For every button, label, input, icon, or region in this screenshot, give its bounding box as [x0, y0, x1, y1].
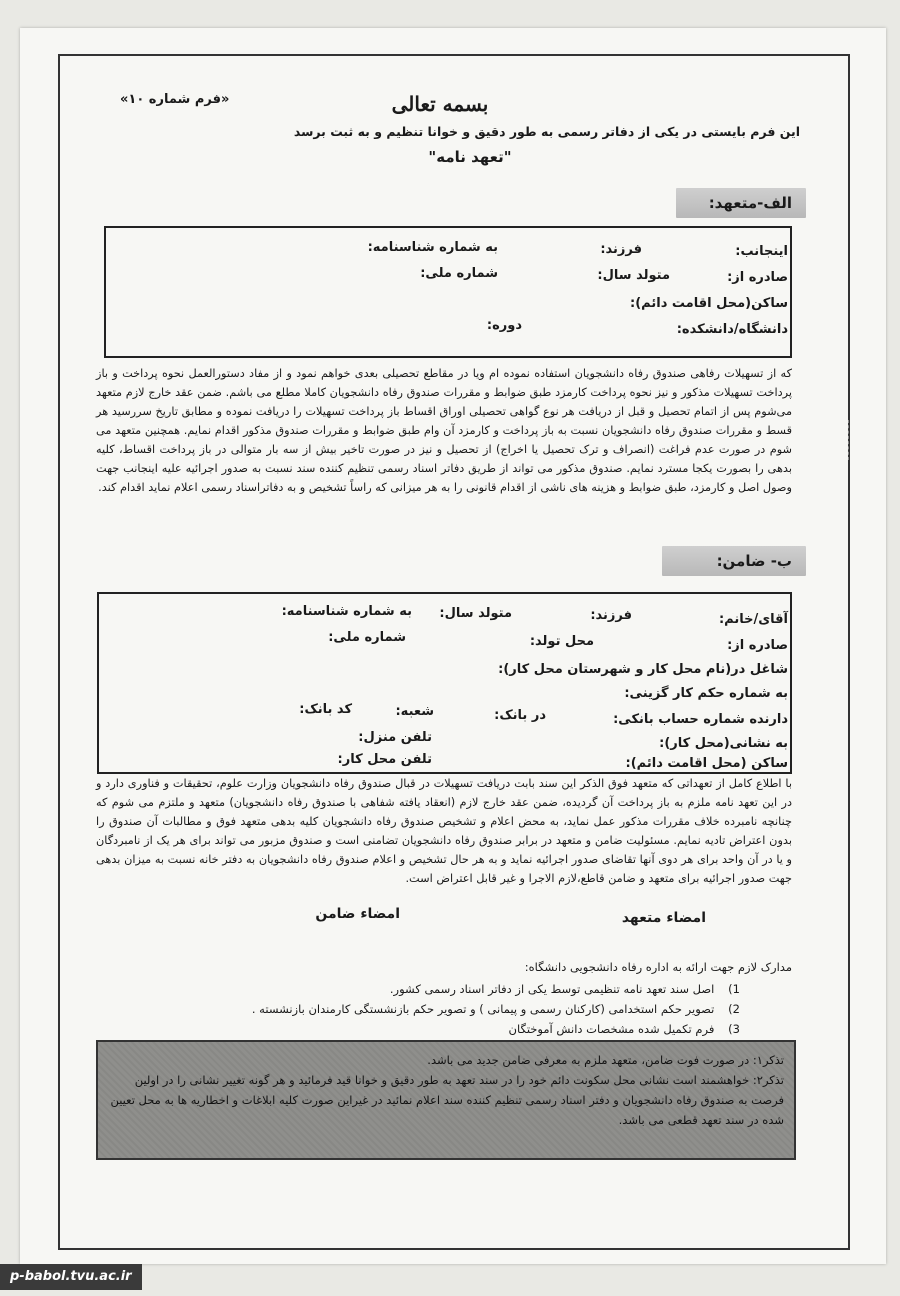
field-guarantor-work-phone: تلفن محل کار: — [337, 752, 432, 767]
field-guarantor-residence: ساکن (محل اقامت دائم): — [625, 756, 788, 771]
field-guarantor-account: دارنده شماره حساب بانکی: — [613, 712, 788, 727]
document-item-3-text: فرم تکمیل شده مشخصات دانش آموختگان — [508, 1022, 715, 1036]
document-item-3 — [200, 1022, 740, 1036]
field-id-number: به شماره شناسنامه: — [367, 240, 498, 255]
field-guarantor-id-number: به شماره شناسنامه: — [281, 604, 412, 619]
field-residence: ساکن(محل اقامت دائم): — [630, 296, 788, 311]
field-guarantor-national-code: شماره ملی: — [328, 630, 406, 645]
field-guarantor-child-of: فرزند: — [590, 608, 632, 623]
field-course: دوره: — [486, 318, 522, 333]
field-university: دانشگاه/دانشکده: — [676, 322, 788, 337]
field-guarantor-in-bank: در بانک: — [494, 708, 546, 723]
pledger-paragraph: که از تسهیلات رفاهی صندوق رفاه دانشجویان استفاده نموده ام ویا در مقاطع تحصیلی بعدی خواهم نمود و از مفاد دستورالعمل نحوه پرداخت و باز پرداخت تسهیلات مذکور و نیز نحوه پرداخت کارمزد طبق ضوابط و مقررات صندوق رفاه دانشجویان کاملا مطلع می باشم. ضمن عقد خارج لازم متعهد می‌شوم پس از اتمام تحصیل و قبل از دریافت هر نوع گواهی تحصیلی اوراق اقساط باز پرداخت تسهیلات را دریافت نموده و مطابق تاریخ سررسید هر قسط و مقررات صندوق رفاه دانشجویان نسبت به باز پرداخت و کارمزد آن وام طبق ضوابط و مقررات صندوق مذکور اقدام نمایم. همچنین متعهد می شوم در صورت عدم فراغت (انصراف و ترک تحصیل یا اخراج) از تحصیل و نیز در صورت تاخیر بیش از سه بار متوالی در باز پرداخت اقساط، کلیه بدهی را بصورت یکجا مسترد نمایم. صندوق مذکور می تواند از طریق دفاتر اسناد رسمی تنظیم کننده سند نسبت به صدور اجرائیه علیه اینجانب جهت وصول اصل و کارمزد، طبق ضوابط و هزینه های ناشی از اقدام قانونی را به هر میزانی که راساً تشخیص و به دفاتراسناد رسمی اعلام نماید اقدام کند. — [96, 367, 792, 494]
document-item-2-number: 2) — [728, 1002, 740, 1016]
instruction-text: این فرم بایستی در یکی از دفاتر رسمی به طور دقیق و خوانا تنظیم و به ثبت برسد — [293, 124, 800, 139]
field-guarantor-work-address: به نشانی(محل کار): — [659, 736, 788, 751]
field-national-code: شماره ملی: — [420, 266, 498, 281]
notes-box — [96, 1040, 796, 1160]
field-applicant: اینجانب: — [735, 244, 788, 259]
section-b-heading: ب- ضامن: — [662, 546, 806, 576]
pledge-title: "تعهد نامه" — [428, 148, 512, 166]
field-guarantor-birth-place: محل تولد: — [529, 634, 594, 649]
document-item-1-text: اصل سند تعهد نامه تنظیمی توسط یکی از دفاتر اسناد رسمی کشور. — [389, 982, 715, 996]
pledger-signature-label: امضاء متعهد — [621, 910, 706, 926]
field-guarantor-issued-from: صادره از: — [727, 638, 788, 653]
field-guarantor-appointment: به شماره حکم کار گزینی: — [624, 686, 788, 701]
field-issued-from: صادره از: — [727, 270, 788, 285]
document-item-2-text: تصویر حکم استخدامی (کارکنان رسمی و پیمانی ) و تصویر حکم بازنشستگی کارمندان بازنشسته . — [251, 1002, 715, 1016]
document-item-3-number: 3) — [728, 1022, 740, 1036]
scan-margin-mark — [848, 420, 855, 460]
note-2: تذکر۲: خواهشمند است نشانی محل سکونت دائم خود را در سند تعهد به طور دقیق و خوانا قید فرمائید و هر گونه تغییر نشانی را در اولین فرصت به صندوق رفاه دانشجویان و دفتر اسناد رسمی تنظیم کننده سند اعلام نمائید در غیراین صورت کلیه ابلاغات و اخطاریه ها به محل تعیین شده در سند تعهد قطعی می باشد. — [110, 1073, 784, 1127]
field-guarantor-employed-at: شاغل در(نام محل کار و شهرستان محل کار): — [498, 662, 788, 677]
site-watermark: p-babol.tvu.ac.ir — [0, 1264, 142, 1290]
documents-title: مدارک لازم جهت ارائه به اداره رفاه دانشجویی دانشگاه: — [524, 960, 792, 974]
field-guarantor-bank-code: کد بانک: — [299, 702, 352, 717]
page-title: بسمه تعالی — [391, 92, 489, 116]
document-item-2 — [200, 1002, 740, 1016]
guarantor-paragraph: با اطلاع کامل از تعهداتی که متعهد فوق الذکر این سند بابت دریافت تسهیلات در قبال صندوق رفاه دانشجویان وزارت علوم، تحقیقات و فناوری دارد و در این تعهد نامه ملزم به باز پرداخت آن گردیده، ضمن عقد خارج لازم (انعقاد یافته شفاهی با صندوق رفاه دانشجویان) متعهد و ملتزم می شوم که چنانچه نامبرده خلاف مقررات مذکور عمل نماید، به محض اعلام و تشخیص صندوق رفاه دانشجویان کلیه بدهی متعهد فوق و مطالبات آن صندوق را بدون اعتراض تادیه نمایم. مسئولیت ضامن و متعهد در برابر صندوق رفاه دانشجویان تضامنی است و صندوق مزبور می تواند برای هر یک از نامبردگان و یا در آن واحد برای هر دوی آنها تقاضای صدور اجرائیه نماید و به هر حال تشخیص و اعلام صندوق رفاه دانشجویان به دفتر خانه نسبت به میزان بدهی جهت صدور اجرائیه برای متعهد و ضامن قاطع،لازم الاجرا و غیر قابل اعتراض است. — [96, 777, 792, 885]
section-a-heading: الف-متعهد: — [676, 188, 806, 218]
document-item-1-number: 1) — [728, 982, 740, 996]
field-born-year: متولد سال: — [597, 268, 670, 283]
note-1: تذکر۱: در صورت فوت ضامن، متعهد ملزم به معرفی ضامن جدید می باشد. — [427, 1053, 784, 1067]
field-guarantor-name: آقای/خانم: — [718, 612, 788, 627]
guarantor-signature-label: امضاء ضامن — [315, 906, 400, 922]
field-guarantor-home-phone: تلفن منزل: — [358, 730, 432, 745]
field-guarantor-born-year: متولد سال: — [439, 606, 512, 621]
field-guarantor-branch: شعبه: — [395, 704, 434, 719]
field-child-of: فرزند: — [600, 242, 642, 257]
form-number: «فرم شماره ۱۰» — [120, 92, 230, 107]
document-item-1 — [200, 982, 740, 996]
